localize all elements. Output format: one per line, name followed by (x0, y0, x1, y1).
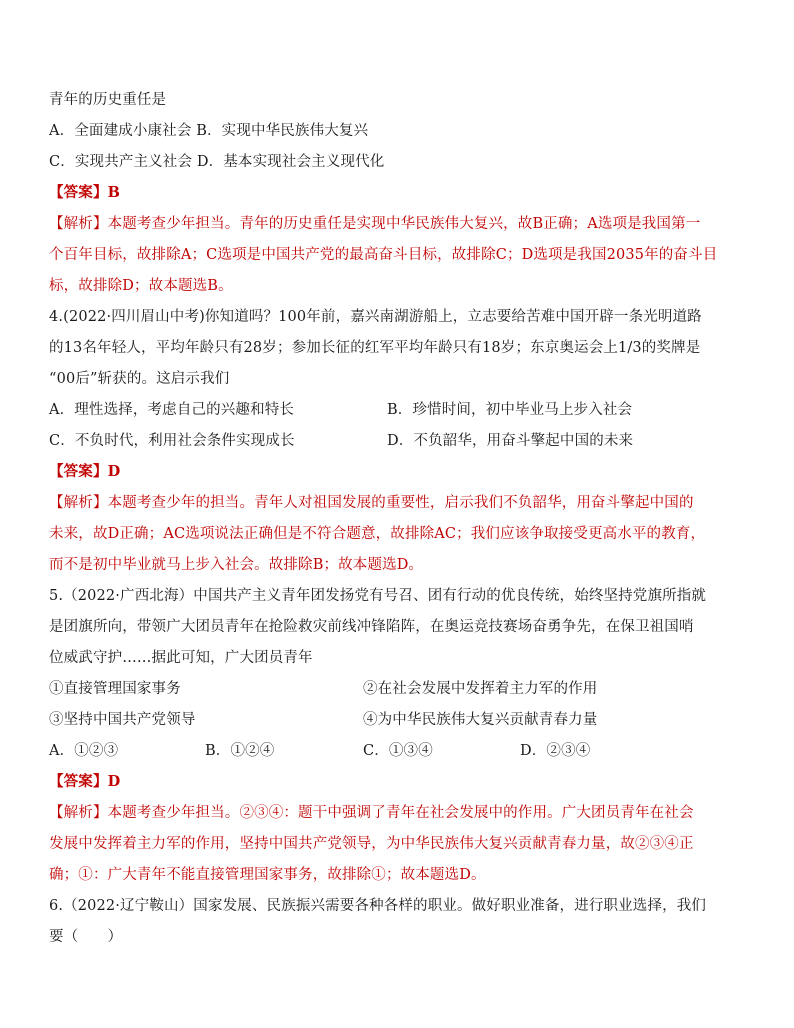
q5-explanation-line-2: 发展中发挥着主力军的作用，坚持中国共产党领导，为中华民族伟大复兴贡献青春力量，故②③④正 (49, 836, 694, 852)
q5-option-d: D．②③④ (520, 743, 591, 759)
q5-option-b: B．①②④ (205, 743, 275, 759)
q4-answer: 【答案】D (49, 463, 121, 480)
q5-option-a: A．①②③ (49, 743, 119, 759)
q4-option-a: A．理性选择，考虑自己的兴趣和特长 (49, 402, 295, 418)
document-page (49, 90, 749, 958)
q4-explanation-line-1: 【解析】本题考查少年的担当。青年人对祖国发展的重要性，启示我们不负韶华，用奋斗擎起中国的 (49, 495, 694, 511)
q5-item-1: ①直接管理国家事务 (49, 681, 181, 697)
q3-explanation-line-3: 标，故排除D；故本题选B。 (49, 278, 233, 294)
q5-explanation-line-1: 【解析】本题考查少年担当。②③④：题干中强调了青年在社会发展中的作用。广大团员青年在社会 (49, 805, 694, 821)
q4-option-c: C．不负时代，利用社会条件实现成长 (49, 433, 295, 449)
q5-option-c: C．①③④ (363, 743, 433, 759)
q4-options-row-1 (49, 400, 749, 420)
q6-stem-line-1: 6.（2022·辽宁鞍山）国家发展、民族振兴需要各种各样的职业。做好职业准备，进行职业选择，我们 (49, 898, 707, 914)
q4-option-d: D．不负韶华，用奋斗擎起中国的未来 (387, 433, 634, 449)
q3-stem-tail: 青年的历史重任是 (49, 92, 167, 108)
q3-options-ab: A．全面建成小康社会 B．实现中华民族伟大复兴 (49, 123, 369, 139)
q5-stem-line-2: 是团旗所向，带领广大团员青年在抢险救灾前线冲锋陷阵，在奥运竞技赛场奋勇争先，在保卫祖国哨 (49, 619, 694, 635)
q4-stem-line-2: 的13名年轻人，平均年龄只有28岁；参加长征的红军平均年龄只有18岁；东京奥运会上1/3的奖牌是 (49, 340, 701, 356)
q4-explanation-line-3: 而不是初中毕业就马上步入社会。故排除B；故本题选D。 (49, 557, 424, 573)
q5-explanation-line-3: 确；①：广大青年不能直接管理国家事务，故排除①；故本题选D。 (49, 867, 486, 883)
q6-stem-line-2: 要（ ） (49, 929, 123, 945)
q5-item-4: ④为中华民族伟大复兴贡献青春力量 (363, 712, 598, 728)
q5-answer: 【答案】D (49, 773, 121, 790)
q5-item-3: ③坚持中国共产党领导 (49, 712, 196, 728)
q5-items-row-2 (49, 710, 749, 730)
q3-answer: 【答案】B (49, 184, 121, 201)
q3-explanation-line-2: 个百年目标，故排除A；C选项是中国共产党的最高奋斗目标，故排除C；D选项是我国2035年的奋斗目 (49, 247, 718, 263)
q5-items-row-1 (49, 679, 749, 699)
q4-explanation-line-2: 未来，故D正确；AC选项说法正确但是不符合题意，故排除AC；我们应该争取接受更高水平的教育， (49, 526, 706, 542)
q5-item-2: ②在社会发展中发挥着主力军的作用 (363, 681, 598, 697)
q5-stem-line-3: 位威武守护……据此可知，广大团员青年 (49, 650, 313, 666)
q4-stem-line-3: “00后”斩获的。这启示我们 (49, 371, 230, 387)
q3-explanation-line-1: 【解析】本题考查少年担当。青年的历史重任是实现中华民族伟大复兴，故B正确；A选项是我国第一 (49, 216, 701, 232)
q4-options-row-2 (49, 431, 749, 451)
q4-stem-line-1: 4.(2022·四川眉山中考)你知道吗？100年前，嘉兴南湖游船上，立志要给苦难中国开辟一条光明道路 (49, 309, 702, 325)
q5-options-row (49, 741, 749, 761)
q5-stem-line-1: 5.（2022·广西北海）中国共产主义青年团发扬党有号召、团有行动的优良传统，始终坚持党旗所指就 (49, 588, 707, 604)
q3-options-cd: C．实现共产主义社会 D．基本实现社会主义现代化 (49, 154, 385, 170)
q4-option-b: B．珍惜时间，初中毕业马上步入社会 (387, 402, 633, 418)
